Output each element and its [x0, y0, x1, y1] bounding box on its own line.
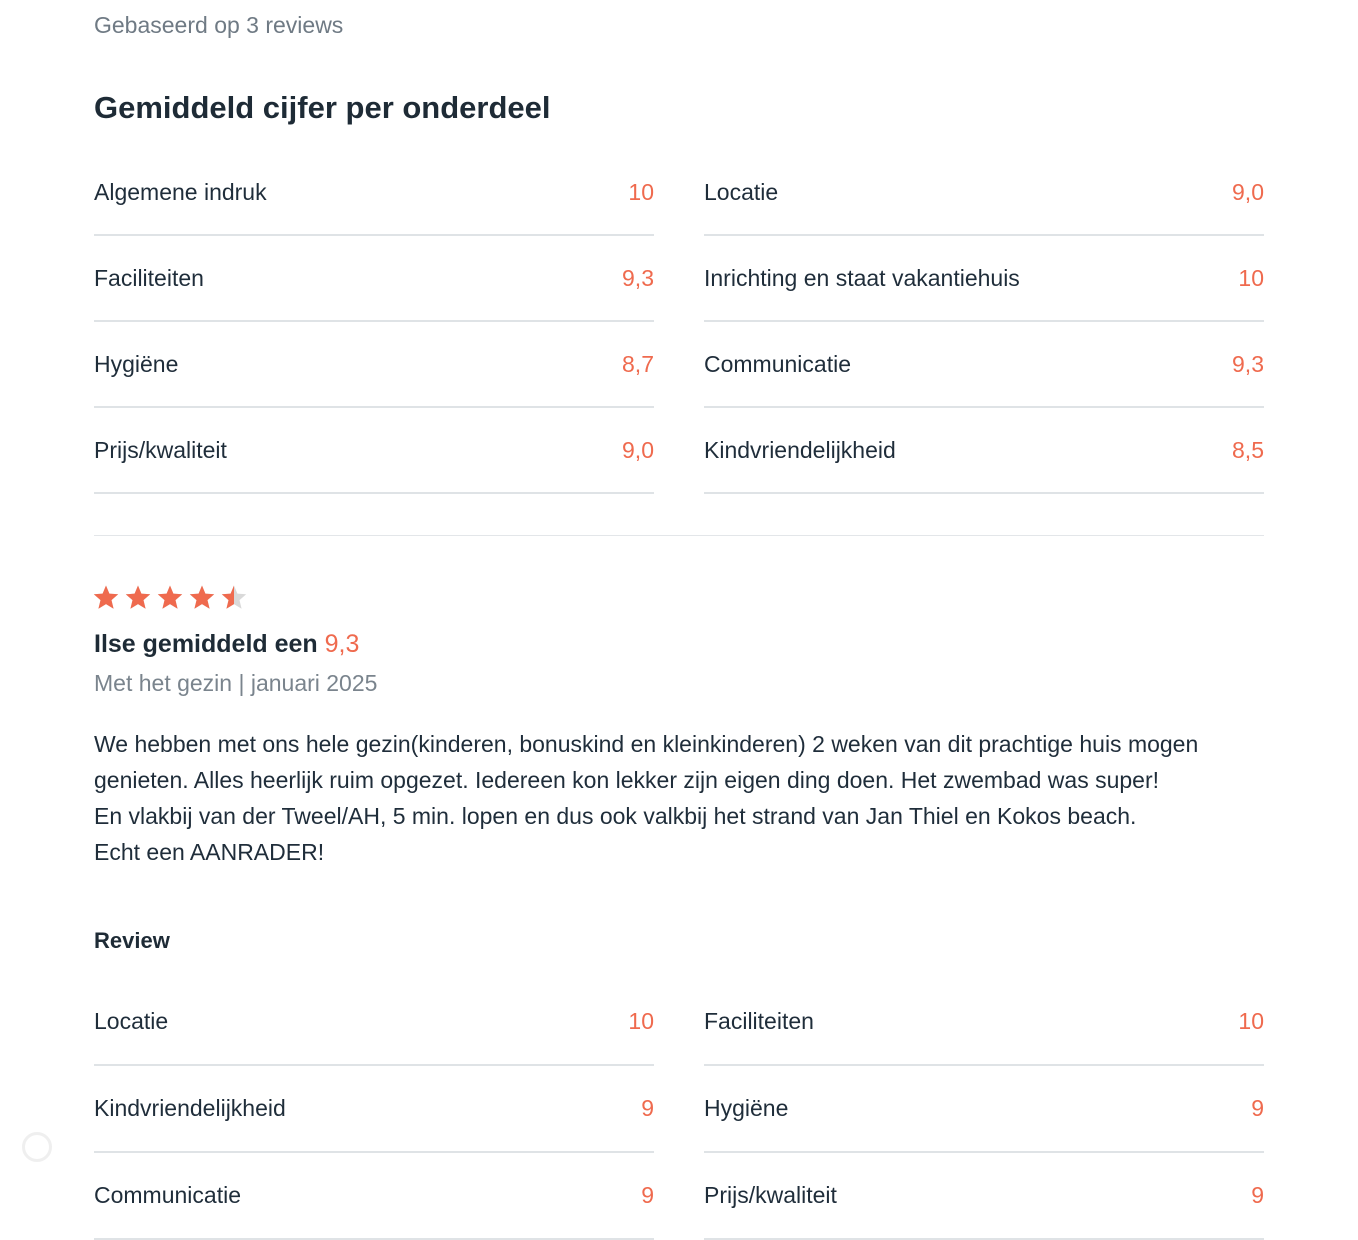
score-label: Communicatie	[94, 1182, 241, 1208]
review-meta: Met het gezin | januari 2025	[94, 670, 378, 696]
reviewer-average-score: 9,3	[324, 630, 360, 658]
score-label: Hygiëne	[704, 1095, 789, 1121]
score-value: 9,3	[622, 264, 654, 291]
score-label: Locatie	[704, 178, 779, 205]
section-divider	[94, 535, 1264, 536]
watermark	[22, 1132, 52, 1162]
score-label: Kindvriendelijkheid	[704, 436, 896, 463]
reviewer-name-text: Ilse gemiddeld een	[94, 630, 318, 658]
score-value: 10	[628, 178, 654, 205]
review-score-row	[704, 979, 1264, 1066]
score-label: Communicatie	[704, 350, 851, 377]
review-count-text: Gebaseerd op 3 reviews	[94, 12, 344, 38]
score-label: Locatie	[94, 1008, 169, 1034]
score-value: 10	[628, 1008, 654, 1034]
average-score-row	[704, 150, 1264, 236]
score-label: Faciliteiten	[704, 1008, 814, 1034]
review-paragraph: Echt een AANRADER!	[94, 839, 325, 865]
average-score-row	[94, 236, 654, 322]
score-label: Prijs/kwaliteit	[94, 436, 227, 463]
score-value: 9,0	[1232, 178, 1264, 205]
average-score-row	[704, 322, 1264, 408]
score-label: Prijs/kwaliteit	[704, 1182, 837, 1208]
average-score-row	[94, 150, 654, 236]
score-label: Algemene indruk	[94, 178, 267, 205]
score-value: 9	[641, 1095, 654, 1121]
review-score-row	[94, 1153, 654, 1240]
average-score-row	[704, 236, 1264, 322]
star-rating	[92, 584, 248, 611]
score-value: 9,0	[622, 436, 654, 463]
score-value: 10	[1238, 1008, 1264, 1034]
average-scores-title: Gemiddeld cijfer per onderdeel	[94, 90, 551, 125]
review-paragraph: We hebben met ons hele gezin(kinderen, bonuskind en kleinkinderen) 2 weken van dit prachtige huis mogen genieten. Alles heerlijk ruim opgezet. Iedereen kon lekker zijn eigen ding doen. Het zwembad was super!	[94, 731, 1199, 793]
review-score-row	[704, 1153, 1264, 1240]
review-scores-grid	[94, 979, 1264, 1240]
star-icon	[188, 584, 216, 611]
score-label: Hygiëne	[94, 350, 179, 377]
reviewer-heading	[94, 630, 359, 659]
score-value: 9	[641, 1182, 654, 1208]
score-label: Kindvriendelijkheid	[94, 1095, 286, 1121]
star-icon	[156, 584, 184, 611]
score-label: Faciliteiten	[94, 264, 204, 291]
average-score-row	[94, 322, 654, 408]
average-score-row	[704, 408, 1264, 494]
average-scores-grid	[94, 150, 1264, 494]
score-label: Inrichting en staat vakantiehuis	[704, 264, 1020, 291]
score-value: 9	[1251, 1182, 1264, 1208]
review-score-row	[94, 979, 654, 1066]
circle-logo-icon	[22, 1132, 52, 1162]
star-icon	[220, 584, 248, 611]
star-icon	[92, 584, 120, 611]
score-value: 8,5	[1232, 436, 1264, 463]
review-paragraph: En vlakbij van der Tweel/AH, 5 min. lopen en dus ook valkbij het strand van Jan Thiel en Kokos beach.	[94, 803, 1137, 829]
review-text	[94, 726, 1264, 870]
score-value: 9	[1251, 1095, 1264, 1121]
score-value: 8,7	[622, 350, 654, 377]
score-value: 9,3	[1232, 350, 1264, 377]
review-scores-heading: Review	[94, 928, 170, 953]
star-icon	[124, 584, 152, 611]
score-value: 10	[1238, 264, 1264, 291]
review-score-row	[704, 1066, 1264, 1153]
average-score-row	[94, 408, 654, 494]
review-score-row	[94, 1066, 654, 1153]
